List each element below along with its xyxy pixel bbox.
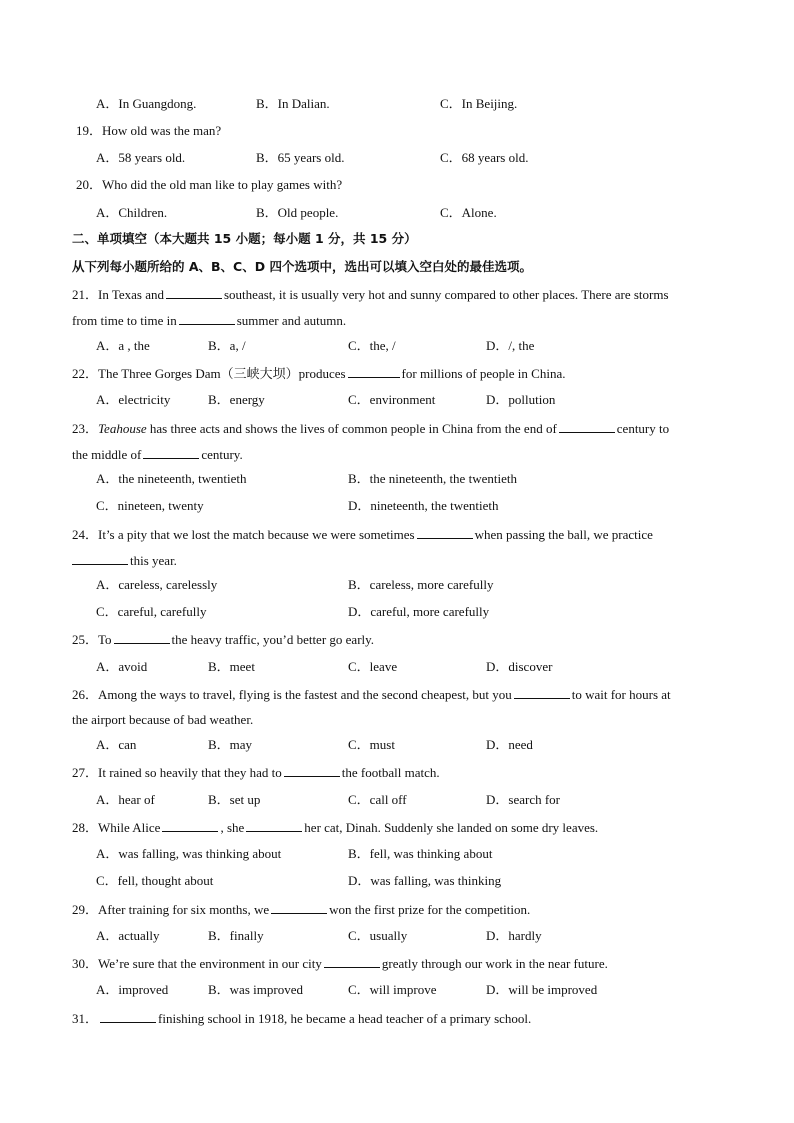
q23-title: Teahouse bbox=[98, 421, 147, 436]
option-b: B．careless, more carefully bbox=[348, 577, 494, 592]
q21-text-3: from time to time in bbox=[72, 313, 177, 328]
option-d: D．careful, more carefully bbox=[348, 604, 490, 619]
option-a: A．Children. bbox=[96, 205, 168, 220]
q27-options bbox=[72, 792, 772, 808]
option-b: B．the nineteenth, the twentieth bbox=[348, 471, 517, 486]
q30-text-1: 30．We’re sure that the environment in our city bbox=[72, 956, 322, 971]
option-a: A．In Guangdong. bbox=[96, 96, 197, 111]
option-c: C．leave bbox=[348, 659, 398, 674]
option-b: B．finally bbox=[208, 928, 264, 943]
q28-options-row2 bbox=[72, 873, 772, 889]
question-24 bbox=[72, 526, 653, 543]
option-d: D．hardly bbox=[486, 928, 542, 943]
q22-text-2: for millions of people in China. bbox=[401, 366, 566, 381]
q23-text-1: has three acts and shows the lives of common people in China from the end of bbox=[149, 421, 557, 436]
option-d: D．was falling, was thinking bbox=[348, 873, 502, 888]
question-21 bbox=[72, 286, 669, 303]
question-19: 19．How old was the man? bbox=[76, 123, 222, 138]
option-b: B．set up bbox=[208, 792, 261, 807]
q22-options bbox=[72, 392, 772, 408]
question-25 bbox=[72, 631, 374, 648]
q31-number: 31． bbox=[72, 1011, 99, 1026]
q28-text-2: , she bbox=[220, 820, 245, 835]
answer-blank bbox=[514, 686, 570, 699]
option-d: D．need bbox=[486, 737, 533, 752]
q31-text-1: finishing school in 1918, he became a head teacher of a primary school. bbox=[158, 1011, 532, 1026]
answer-blank bbox=[284, 764, 340, 777]
option-a: A．hear of bbox=[96, 792, 155, 807]
option-c: C．In Beijing. bbox=[440, 96, 518, 111]
q29-text-1: 29．After training for six months, we bbox=[72, 902, 270, 917]
q23-number: 23． bbox=[72, 421, 99, 436]
section-heading: 二、单项填空（本大题共 15 小题；每小题 1 分，共 15 分） bbox=[72, 231, 417, 246]
question-20: 20．Who did the old man like to play games with? bbox=[76, 177, 343, 192]
q23-options-row1 bbox=[72, 471, 772, 487]
option-b: B．a, / bbox=[208, 338, 246, 353]
q23-text-3: the middle of bbox=[72, 447, 142, 462]
option-c: C．the, / bbox=[348, 338, 396, 353]
question-27 bbox=[72, 764, 440, 781]
question-22 bbox=[72, 365, 565, 382]
option-a: A．actually bbox=[96, 928, 160, 943]
q18-options bbox=[72, 96, 772, 112]
q20-options bbox=[72, 205, 772, 221]
option-a: A．careless, carelessly bbox=[96, 577, 218, 592]
option-a: A．electricity bbox=[96, 392, 171, 407]
answer-blank bbox=[114, 631, 170, 644]
q21-options bbox=[72, 338, 772, 354]
answer-blank bbox=[559, 420, 615, 433]
option-b: B．may bbox=[208, 737, 253, 752]
q28-text-1: 28．While Alice bbox=[72, 820, 161, 835]
option-c: C．68 years old. bbox=[440, 150, 529, 165]
option-b: B．was improved bbox=[208, 982, 303, 997]
question-29 bbox=[72, 901, 530, 918]
question-21-cont bbox=[72, 312, 346, 329]
answer-blank bbox=[179, 312, 235, 325]
q23-text-4: century. bbox=[201, 447, 243, 462]
option-c: C．Alone. bbox=[440, 205, 497, 220]
q24-text-2: when passing the ball, we practice bbox=[474, 527, 653, 542]
q26-text-1: 26．Among the ways to travel, flying is the fastest and the second cheapest, but you bbox=[72, 687, 512, 702]
question-31 bbox=[72, 1010, 531, 1027]
answer-blank bbox=[100, 1010, 156, 1023]
option-c: C．careful, carefully bbox=[96, 604, 207, 619]
q30-options bbox=[72, 982, 772, 998]
answer-blank bbox=[72, 552, 128, 565]
option-c: C．will improve bbox=[348, 982, 437, 997]
option-b: B．fell, was thinking about bbox=[348, 846, 493, 861]
question-23 bbox=[72, 420, 669, 437]
option-a: A．the nineteenth, twentieth bbox=[96, 471, 247, 486]
option-a: A．improved bbox=[96, 982, 169, 997]
option-d: D．search for bbox=[486, 792, 560, 807]
q27-text-2: the football match. bbox=[341, 765, 440, 780]
answer-blank bbox=[348, 365, 400, 378]
option-c: C．fell, thought about bbox=[96, 873, 214, 888]
q25-text-2: the heavy traffic, you’d better go early. bbox=[171, 632, 375, 647]
option-c: C．must bbox=[348, 737, 395, 752]
q19-options bbox=[72, 150, 772, 166]
question-26 bbox=[72, 686, 671, 703]
option-b: B．Old people. bbox=[256, 205, 339, 220]
option-a: A．can bbox=[96, 737, 137, 752]
option-b: B．energy bbox=[208, 392, 265, 407]
option-d: D．pollution bbox=[486, 392, 556, 407]
q27-text-1: 27．It rained so heavily that they had to bbox=[72, 765, 282, 780]
q24-text-3: this year. bbox=[130, 553, 177, 568]
question-24-cont bbox=[72, 552, 177, 569]
option-c: C．usually bbox=[348, 928, 408, 943]
q23-text-2: century to bbox=[616, 421, 670, 436]
answer-blank bbox=[162, 819, 218, 832]
q29-text-2: won the first prize for the competition. bbox=[329, 902, 531, 917]
option-a: A．58 years old. bbox=[96, 150, 186, 165]
answer-blank bbox=[417, 526, 473, 539]
option-a: A．avoid bbox=[96, 659, 148, 674]
option-c: C．nineteen, twenty bbox=[96, 498, 204, 513]
option-c: C．environment bbox=[348, 392, 436, 407]
q26-text-2: to wait for hours at bbox=[571, 687, 671, 702]
q25-text-1: 25．To bbox=[72, 632, 112, 647]
answer-blank bbox=[166, 286, 222, 299]
q21-text-1: 21．In Texas and bbox=[72, 287, 164, 302]
section-instruction: 从下列每小题所给的 A、B、C、D 四个选项中，选出可以填入空白处的最佳选项。 bbox=[72, 259, 532, 274]
q25-options bbox=[72, 659, 772, 675]
option-b: B．meet bbox=[208, 659, 255, 674]
option-d: D．/, the bbox=[486, 338, 535, 353]
option-d: D．will be improved bbox=[486, 982, 598, 997]
q24-options-row2 bbox=[72, 604, 772, 620]
option-a: A．a , the bbox=[96, 338, 150, 353]
q23-options-row2 bbox=[72, 498, 772, 514]
answer-blank bbox=[271, 901, 327, 914]
option-b: B．65 years old. bbox=[256, 150, 345, 165]
question-26-cont: the airport because of bad weather. bbox=[72, 712, 254, 727]
q21-text-4: summer and autumn. bbox=[236, 313, 347, 328]
q21-text-2: southeast, it is usually very hot and sunny compared to other places. There are storms bbox=[224, 287, 669, 302]
q24-text-1: 24．It’s a pity that we lost the match because we were sometimes bbox=[72, 527, 415, 542]
option-d: D．nineteenth, the twentieth bbox=[348, 498, 499, 513]
option-b: B．In Dalian. bbox=[256, 96, 330, 111]
option-c: C．call off bbox=[348, 792, 407, 807]
q29-options bbox=[72, 928, 772, 944]
q24-options-row1 bbox=[72, 577, 772, 593]
q28-text-3: her cat, Dinah. Suddenly she landed on some dry leaves. bbox=[304, 820, 599, 835]
answer-blank bbox=[246, 819, 302, 832]
q26-options bbox=[72, 737, 772, 753]
answer-blank bbox=[143, 446, 199, 459]
q30-text-2: greatly through our work in the near future. bbox=[381, 956, 608, 971]
question-23-cont bbox=[72, 446, 243, 463]
option-a: A．was falling, was thinking about bbox=[96, 846, 282, 861]
option-d: D．discover bbox=[486, 659, 553, 674]
question-28 bbox=[72, 819, 598, 836]
q22-text-1: 22．The Three Gorges Dam（三峡大坝）produces bbox=[72, 366, 346, 381]
question-30 bbox=[72, 955, 608, 972]
q28-options-row1 bbox=[72, 846, 772, 862]
answer-blank bbox=[324, 955, 380, 968]
